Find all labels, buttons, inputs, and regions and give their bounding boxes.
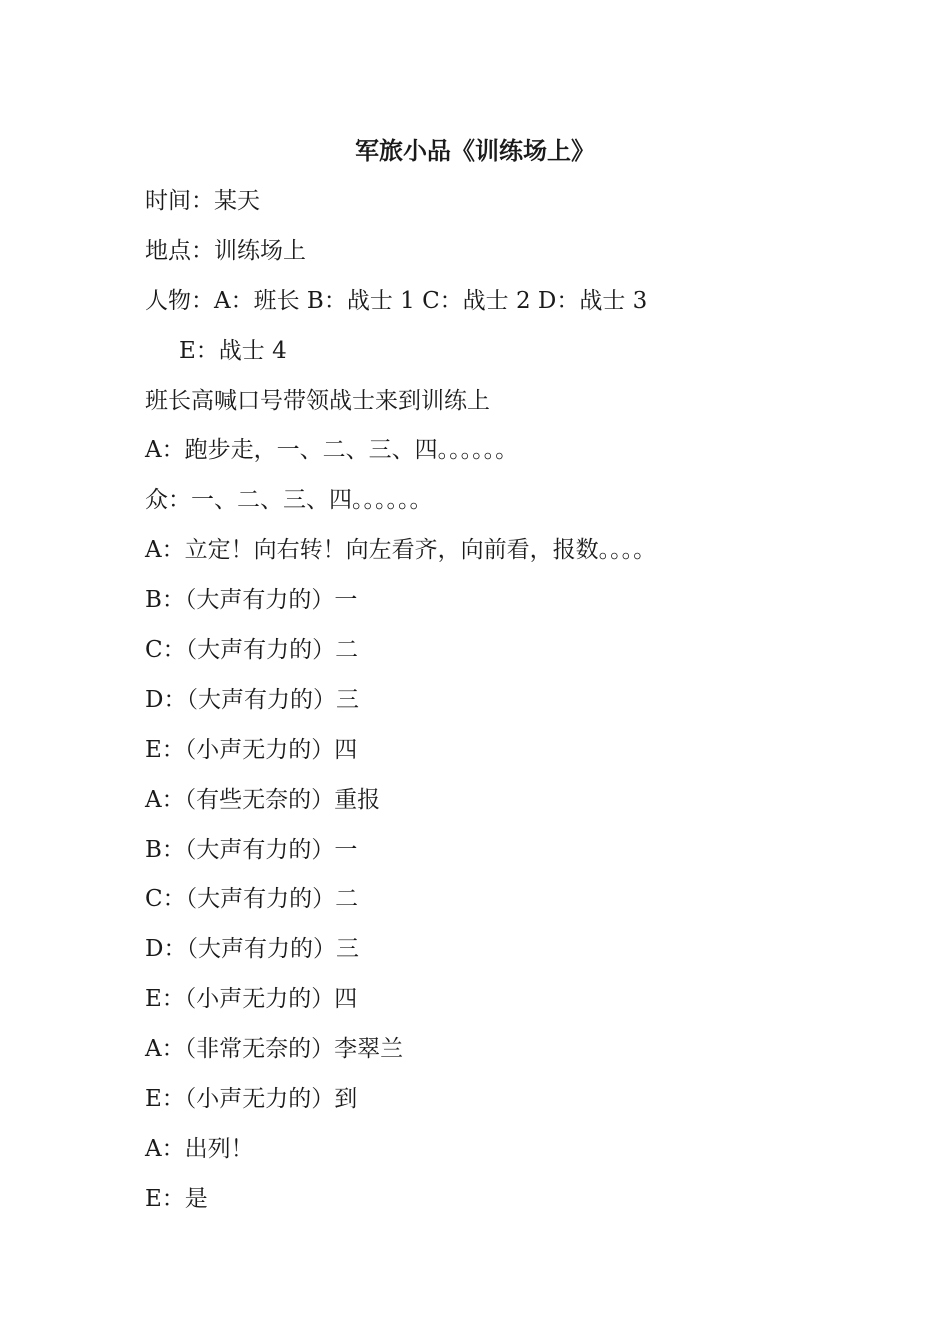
script-line: E：战士 4: [179, 337, 287, 364]
script-line: B：（大声有力的）一: [145, 836, 358, 863]
script-line: A：立定！向右转！向左看齐，向前看，报数。。。。: [145, 537, 657, 564]
script-line: E：（小声无力的）到: [145, 1086, 358, 1113]
script-line: 班长高喊口号带领战士来到训练上: [145, 387, 490, 414]
document-title: 军旅小品《训练场上》: [355, 136, 595, 165]
script-line: B：（大声有力的）一: [145, 587, 358, 614]
script-line: E：是: [145, 1185, 208, 1212]
script-line: A：跑步走，一、二、三、四。。。。。。: [145, 437, 519, 464]
script-line: A：（非常无奈的）李翠兰: [145, 1036, 404, 1063]
script-line: D：（大声有力的）三: [145, 936, 359, 963]
script-line: E：（小声无力的）四: [145, 736, 358, 763]
script-line: C：（大声有力的）二: [145, 886, 359, 913]
script-line: A：（有些无奈的）重报: [145, 786, 381, 813]
script-body: [145, 183, 845, 1231]
script-line: C：（大声有力的）二: [145, 637, 359, 664]
script-line: 地点：训练场上: [145, 237, 306, 264]
script-line: D：（大声有力的）三: [145, 686, 359, 713]
script-line: 众：一、二、三、四。。。。。。: [145, 487, 433, 514]
script-line: E：（小声无力的）四: [145, 986, 358, 1013]
script-line: 人物：A：班长 B：战士 1 C：战士 2 D：战士 3: [145, 287, 648, 314]
script-line: A：出列！: [145, 1135, 254, 1162]
script-line: 时间：某天: [145, 188, 260, 214]
